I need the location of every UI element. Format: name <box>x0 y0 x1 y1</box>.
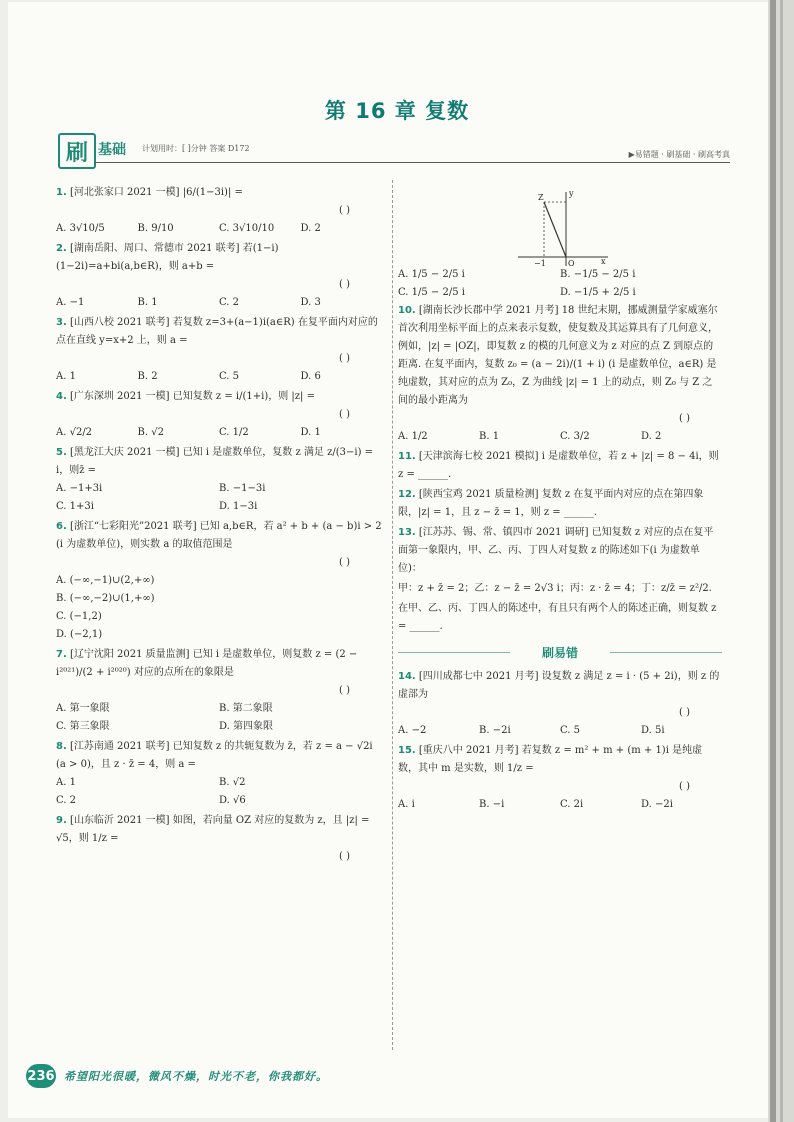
question-number: 15. <box>398 745 416 756</box>
error-section-title: 刷易错 <box>398 644 722 662</box>
option-item: D. 2 <box>300 223 321 234</box>
q13-tail: 在甲、乙、丙、丁四人的陈述中，有且只有两个人的陈述正确，则复数 z = ______. <box>398 603 717 632</box>
option-item: B. 2 <box>137 371 158 382</box>
question-10 <box>398 302 722 446</box>
option-item: A. 第一象限 <box>56 703 110 714</box>
option-item: A. 1 <box>56 777 76 788</box>
question-8 <box>56 738 382 810</box>
option-item: C. (−1,2) <box>56 611 102 622</box>
option-item: C. 3/2 <box>560 431 590 442</box>
question-number: 3. <box>56 317 67 328</box>
question-5 <box>56 444 382 516</box>
option-item: C. 5 <box>560 725 581 736</box>
option-item: D. 1 <box>300 427 321 438</box>
option-item: A. (−∞,−1)∪(2,+∞) <box>56 575 155 586</box>
option-item: B. √2 <box>219 777 246 788</box>
option-item: A. 1/2 <box>398 431 428 442</box>
question-11 <box>398 448 722 484</box>
origin-label: O <box>568 259 575 268</box>
option-item: D. √6 <box>219 795 246 806</box>
options <box>56 480 382 516</box>
question-text: [山东临沂 2021 一模] 如图，若向量 OZ 对应的复数为 z，且 |z| = √5，则 1/z = <box>56 815 370 844</box>
option-item: C. 1+3i <box>56 501 94 512</box>
options <box>398 428 722 446</box>
answer-bracket: ( ) <box>679 707 690 718</box>
answer-bracket: ( ) <box>339 685 350 696</box>
neg-one-label: −1 <box>534 259 546 268</box>
option-item: D. 3 <box>300 297 321 308</box>
question-number: 13. <box>398 527 416 538</box>
option-item: B. 第二象限 <box>219 703 273 714</box>
y-axis-label: y <box>569 189 574 198</box>
question-15 <box>398 742 722 814</box>
badge-text: 基础 <box>98 142 126 158</box>
question-7 <box>56 646 382 736</box>
options <box>56 774 382 810</box>
question-text: [陕西宝鸡 2021 质量检测] 复数 z 在复平面内对应的点在第四象限，|z| = 1，且 z − z̄ = 1，则 z = ______. <box>398 489 704 518</box>
question-text: [江苏苏、锡、常、镇四市 2021 调研] 已知复数 z 对应的点在复平面第一象限内，甲、乙、丙、丁四人对复数 z 的陈述如下(i 为虚数单位)： <box>398 527 714 574</box>
option-item: B. (−∞,−2)∪(1,+∞) <box>56 593 155 604</box>
question-text: [浙江“七彩阳光”2021 联考] 已知 a,b∈R，若 a² + b + (a − b)i > 2 (i 为虚数单位)，则实数 a 的取值范围是 <box>56 521 382 550</box>
question-2 <box>56 240 382 312</box>
answer-bracket: ( ) <box>339 205 350 216</box>
question-text: [辽宁沈阳 2021 质量监测] 已知 i 是虚数单位，则复数 z = (2 − i²⁰²¹)/(2 + i²⁰²⁰) 对应的点所在的象限是 <box>56 649 358 678</box>
right-column <box>398 184 722 816</box>
option-item: A. −1 <box>56 297 85 308</box>
answer-bracket: ( ) <box>339 851 350 862</box>
options <box>398 796 722 814</box>
answer-bracket: ( ) <box>339 353 350 364</box>
options <box>56 220 382 238</box>
question-number: 8. <box>56 741 67 752</box>
question-number: 2. <box>56 243 67 254</box>
vector-diagram <box>398 184 722 266</box>
q9-option: D. −1/5 + 2/5 i <box>560 287 636 298</box>
point-z-label: Z <box>538 193 544 202</box>
question-number: 6. <box>56 521 67 532</box>
banner-right-text: ▶易错题 · 刷基础 · 刷高考真 <box>628 150 730 159</box>
question-14 <box>398 668 722 740</box>
option-item: D. 5i <box>641 725 665 736</box>
question-4 <box>56 388 382 442</box>
chapter-title: 第 16 章 复数 <box>324 99 470 123</box>
answer-bracket: ( ) <box>679 781 690 792</box>
options <box>398 722 722 740</box>
question-text: [广东深圳 2021 一模] 已知复数 z = i/(1+i)，则 |z| = <box>69 391 315 402</box>
option-item: C. 2 <box>56 795 77 806</box>
answer-bracket: ( ) <box>339 409 350 420</box>
answer-bracket: ( ) <box>339 557 350 568</box>
options <box>56 700 382 736</box>
q9-options <box>398 266 722 302</box>
option-item: A. −2 <box>398 725 427 736</box>
question-text: [四川成都七中 2021 月考] 设复数 z 满足 z = i · (5 + 2i)，则 z 的虚部为 <box>398 671 720 700</box>
option-item: C. 第三象限 <box>56 721 110 732</box>
options <box>56 368 382 386</box>
option-item: A. −1+3i <box>56 483 103 494</box>
options <box>56 572 382 644</box>
right-questions <box>398 302 722 578</box>
question-3 <box>56 314 382 386</box>
question-9 <box>56 812 382 866</box>
option-item: B. −1−3i <box>219 483 266 494</box>
question-number: 10. <box>398 305 416 316</box>
question-text: [湖南岳阳、周口、常德市 2021 联考] 若(1−i)(1−2i)=a+bi(a,b∈R)，则 a+b = <box>56 243 279 272</box>
question-text: [天津滨海七校 2021 模拟] i 是虚数单位，若 z + |z| = 8 − 4i，则 z = ______. <box>398 451 719 480</box>
section-banner <box>58 133 730 169</box>
option-item: B. 9/10 <box>137 223 174 234</box>
question-number: 4. <box>56 391 67 402</box>
option-item: D. −2i <box>641 799 673 810</box>
option-item: C. 1/2 <box>219 427 249 438</box>
coordinate-figure <box>398 184 606 268</box>
answer-bracket: ( ) <box>679 413 690 424</box>
column-divider <box>392 180 393 1050</box>
page-number: 236 <box>26 1064 56 1088</box>
option-item: B. 1 <box>137 297 158 308</box>
question-text: [河北张家口 2021 一模] |6/(1−3i)| = <box>69 187 243 198</box>
question-text: [黑龙江大庆 2021 一模] 已知 i 是虚数单位，复数 z 满足 z/(3−i) = i，则z̄ = <box>56 447 374 476</box>
option-item: B. √2 <box>137 427 164 438</box>
option-item: C. 2 <box>219 297 240 308</box>
option-item: D. (−2,1) <box>56 629 103 640</box>
error-questions <box>398 668 722 814</box>
plan-time-meta: 计划用时：[ ]分钟 答案 D172 <box>142 144 250 153</box>
q13-statement: 甲：z + z̄ = 2；乙：z − z̄ = 2√3 i；丙：z · z̄ = 4；丁：z/z̄ = z²/2. <box>398 583 712 594</box>
option-item: C. 5 <box>219 371 240 382</box>
left-column <box>56 184 382 868</box>
question-text: [湖南长沙长郡中学 2021 月考] 18 世纪末期，挪威测量学家威塞尔首次利用坐标平面上的点来表示复数，使复数及其运算具有了几何意义，例如，|z| = |OZ|，即复数 z 的模的几何意义为 z 对应的点 Z 到原点的距离. 在复平面内，复数 z₀ = (a − 2i)/(1 + i) (i 是虚数单位，a∈R) 是纯虚数，其对应的点为 Z₀，Z 为曲线 |z| = 1 上的动点，则 Z₀ 与 Z 之间的最小距离为 <box>398 305 718 406</box>
q9-option: A. 1/5 − 2/5 i <box>398 269 465 280</box>
question-number: 9. <box>56 815 67 826</box>
answer-bracket: ( ) <box>339 279 350 290</box>
question-12 <box>398 486 722 522</box>
footer <box>26 1064 328 1088</box>
q9-option: B. −1/5 − 2/5 i <box>560 269 636 280</box>
brush-badge: 刷 <box>58 133 96 169</box>
question-number: 12. <box>398 489 416 500</box>
question-text: [重庆八中 2021 月考] 若复数 z = m² + m + (m + 1)i 是纯虚数，其中 m 是实数，则 1/z = <box>398 745 703 774</box>
question-number: 14. <box>398 671 416 682</box>
option-item: C. 3√10/10 <box>219 223 275 234</box>
option-item: B. −i <box>479 799 505 810</box>
option-item: A. 1 <box>56 371 76 382</box>
option-item: B. 1 <box>479 431 500 442</box>
options <box>56 294 382 312</box>
option-item: A. 3√10/5 <box>56 223 105 234</box>
option-item: D. 2 <box>641 431 662 442</box>
option-item: C. 2i <box>560 799 584 810</box>
question-text: [山西八校 2021 联考] 若复数 z=3+(a−1)i(a∈R) 在复平面内对应的点在直线 y=x+2 上，则 a = <box>56 317 378 346</box>
question-number: 7. <box>56 649 67 660</box>
question-number: 1. <box>56 187 67 198</box>
option-item: D. 1−3i <box>219 501 258 512</box>
q9-option: C. 1/5 − 2/5 i <box>398 287 465 298</box>
option-item: D. 6 <box>300 371 321 382</box>
question-1 <box>56 184 382 238</box>
option-item: A. √2/2 <box>56 427 93 438</box>
question-6 <box>56 518 382 644</box>
question-number: 5. <box>56 447 67 458</box>
footer-motto: 希望阳光很暖，微风不燥，时光不老，你我都好。 <box>64 1070 328 1083</box>
book-spine <box>768 0 794 1122</box>
options <box>56 424 382 442</box>
option-item: B. −2i <box>479 725 511 736</box>
option-item: A. i <box>398 799 415 810</box>
question-13 <box>398 524 722 578</box>
x-axis-label: x <box>601 257 606 266</box>
question-number: 11. <box>398 451 416 462</box>
question-text: [江苏南通 2021 联考] 已知复数 z 的共轭复数为 z̄，若 z = a − √2i (a > 0)，且 z · z̄ = 4，则 a = <box>56 741 373 770</box>
option-item: D. 第四象限 <box>219 721 274 732</box>
banner-rule <box>94 162 730 163</box>
